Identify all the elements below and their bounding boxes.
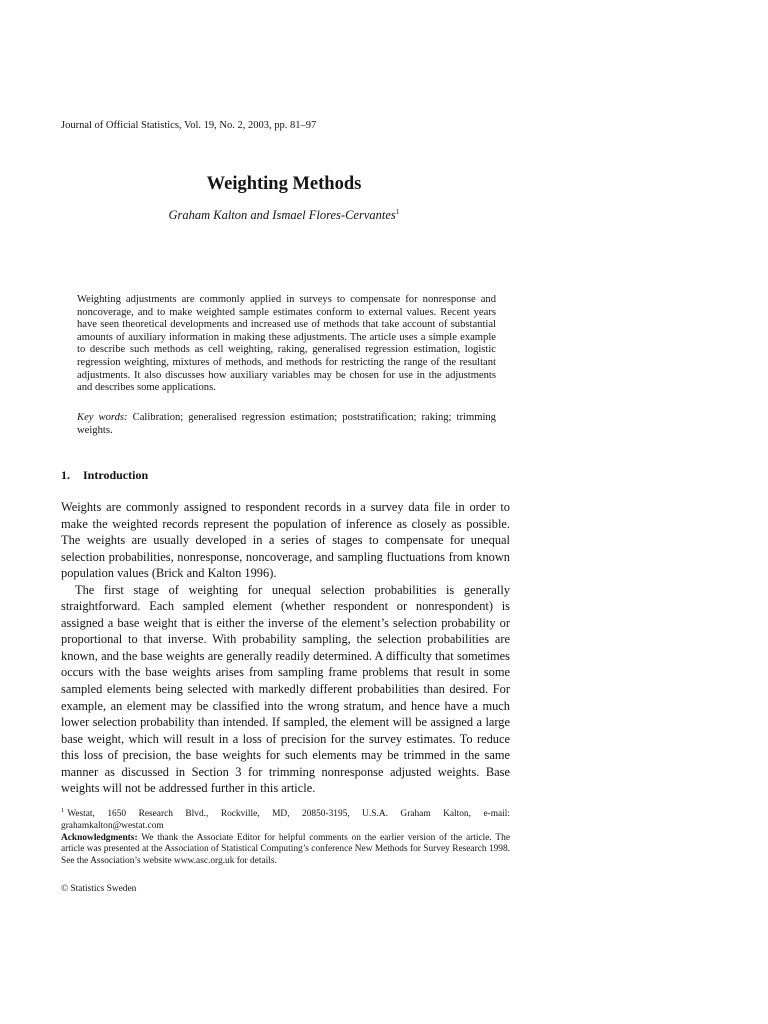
footnotes — [61, 809, 510, 868]
footnote-affiliation-text: Westat, 1650 Research Blvd., Rockville, MD, 20850-3195, U.S.A. Graham Kalton, e-mail: grahamkalton@westat.com — [61, 809, 510, 831]
section-title: Introduction — [83, 468, 149, 482]
acknowledgments-text: We thank the Associate Editor for helpful comments on the earlier version of the article. The article was presented at the Association of Statistical Computing’s conference New Methods for Survey Research 1998. See the Association’s website www.asc.org.uk for details. — [61, 832, 510, 867]
section-number: 1. — [61, 468, 70, 482]
abstract: Weighting adjustments are commonly applied in surveys to compensate for nonresponse and noncoverage, and to make weighted sample estimates conform to external values. Recent years have seen theoretical developments and increased use of methods that take account of substantial amounts of auxiliary information in making these adjustments. The article uses a simple example to describe such methods as cell weighting, raking, generalised regression estimation, logistic regression weighting, mixtures of methods, and methods for restricting the range of the resultant adjustments. It also discusses how auxiliary variables may be chosen for use in the adjustments and describes some applications. — [77, 294, 496, 394]
author-names: Graham Kalton and Ismael Flores-Cervantes — [168, 208, 396, 222]
paragraph: The first stage of weighting for unequal selection probabilities is generally straightforward. Each sampled element (whether respondent or nonrespondent) is assigned a base weight that is either the inverse of the element’s selection probability or proportional to that inverse. With probability sampling, the selection probabilities are known, and the base weights are generally readily determined. A difficulty that sometimes occurs with the base weights arises from sampling frame problems that result in some sampled elements being selected with markedly different probabilities than desired. For example, an element may be classified into the wrong stratum, and hence have a much lower selection probability than intended. If sampled, the element will be assigned a large base weight, which will result in a loss of precision for the survey estimates. To reduce this loss of precision, the base weights for such elements may be trimmed in the same manner as discussed in Section 3 for trimming nonresponse adjusted weights. Base weights will not be addressed further in this article. — [61, 582, 510, 796]
acknowledgments-label: Acknowledgments: — [61, 832, 138, 843]
article-authors — [0, 207, 568, 223]
copyright-notice: © Statistics Sweden — [61, 884, 137, 894]
running-head: Journal of Official Statistics, Vol. 19, No. 2, 2003, pp. 81–97 — [61, 120, 317, 131]
paragraph: Weights are commonly assigned to respondent records in a survey data file in order to make the weighted records represent the population of inference as closely as possible. The weights are usually developed in a series of stages to compensate for unequal selection probabilities, nonresponse, noncoverage, and sampling fluctuations from known population values (Brick and Kalton 1996). — [61, 500, 510, 581]
keywords — [77, 412, 496, 437]
footnote-affiliation — [61, 809, 510, 833]
article-title: Weighting Methods — [206, 174, 362, 194]
author-footnote-mark: 1 — [395, 207, 400, 216]
acknowledgments — [61, 833, 510, 868]
keywords-text: Calibration; generalised regression estimation; poststratification; raking; trimming weights. — [77, 412, 496, 436]
section-heading — [61, 467, 148, 483]
body-text — [61, 499, 510, 797]
footnote-mark: 1 — [61, 807, 65, 814]
keywords-label: Key words: — [77, 412, 128, 423]
